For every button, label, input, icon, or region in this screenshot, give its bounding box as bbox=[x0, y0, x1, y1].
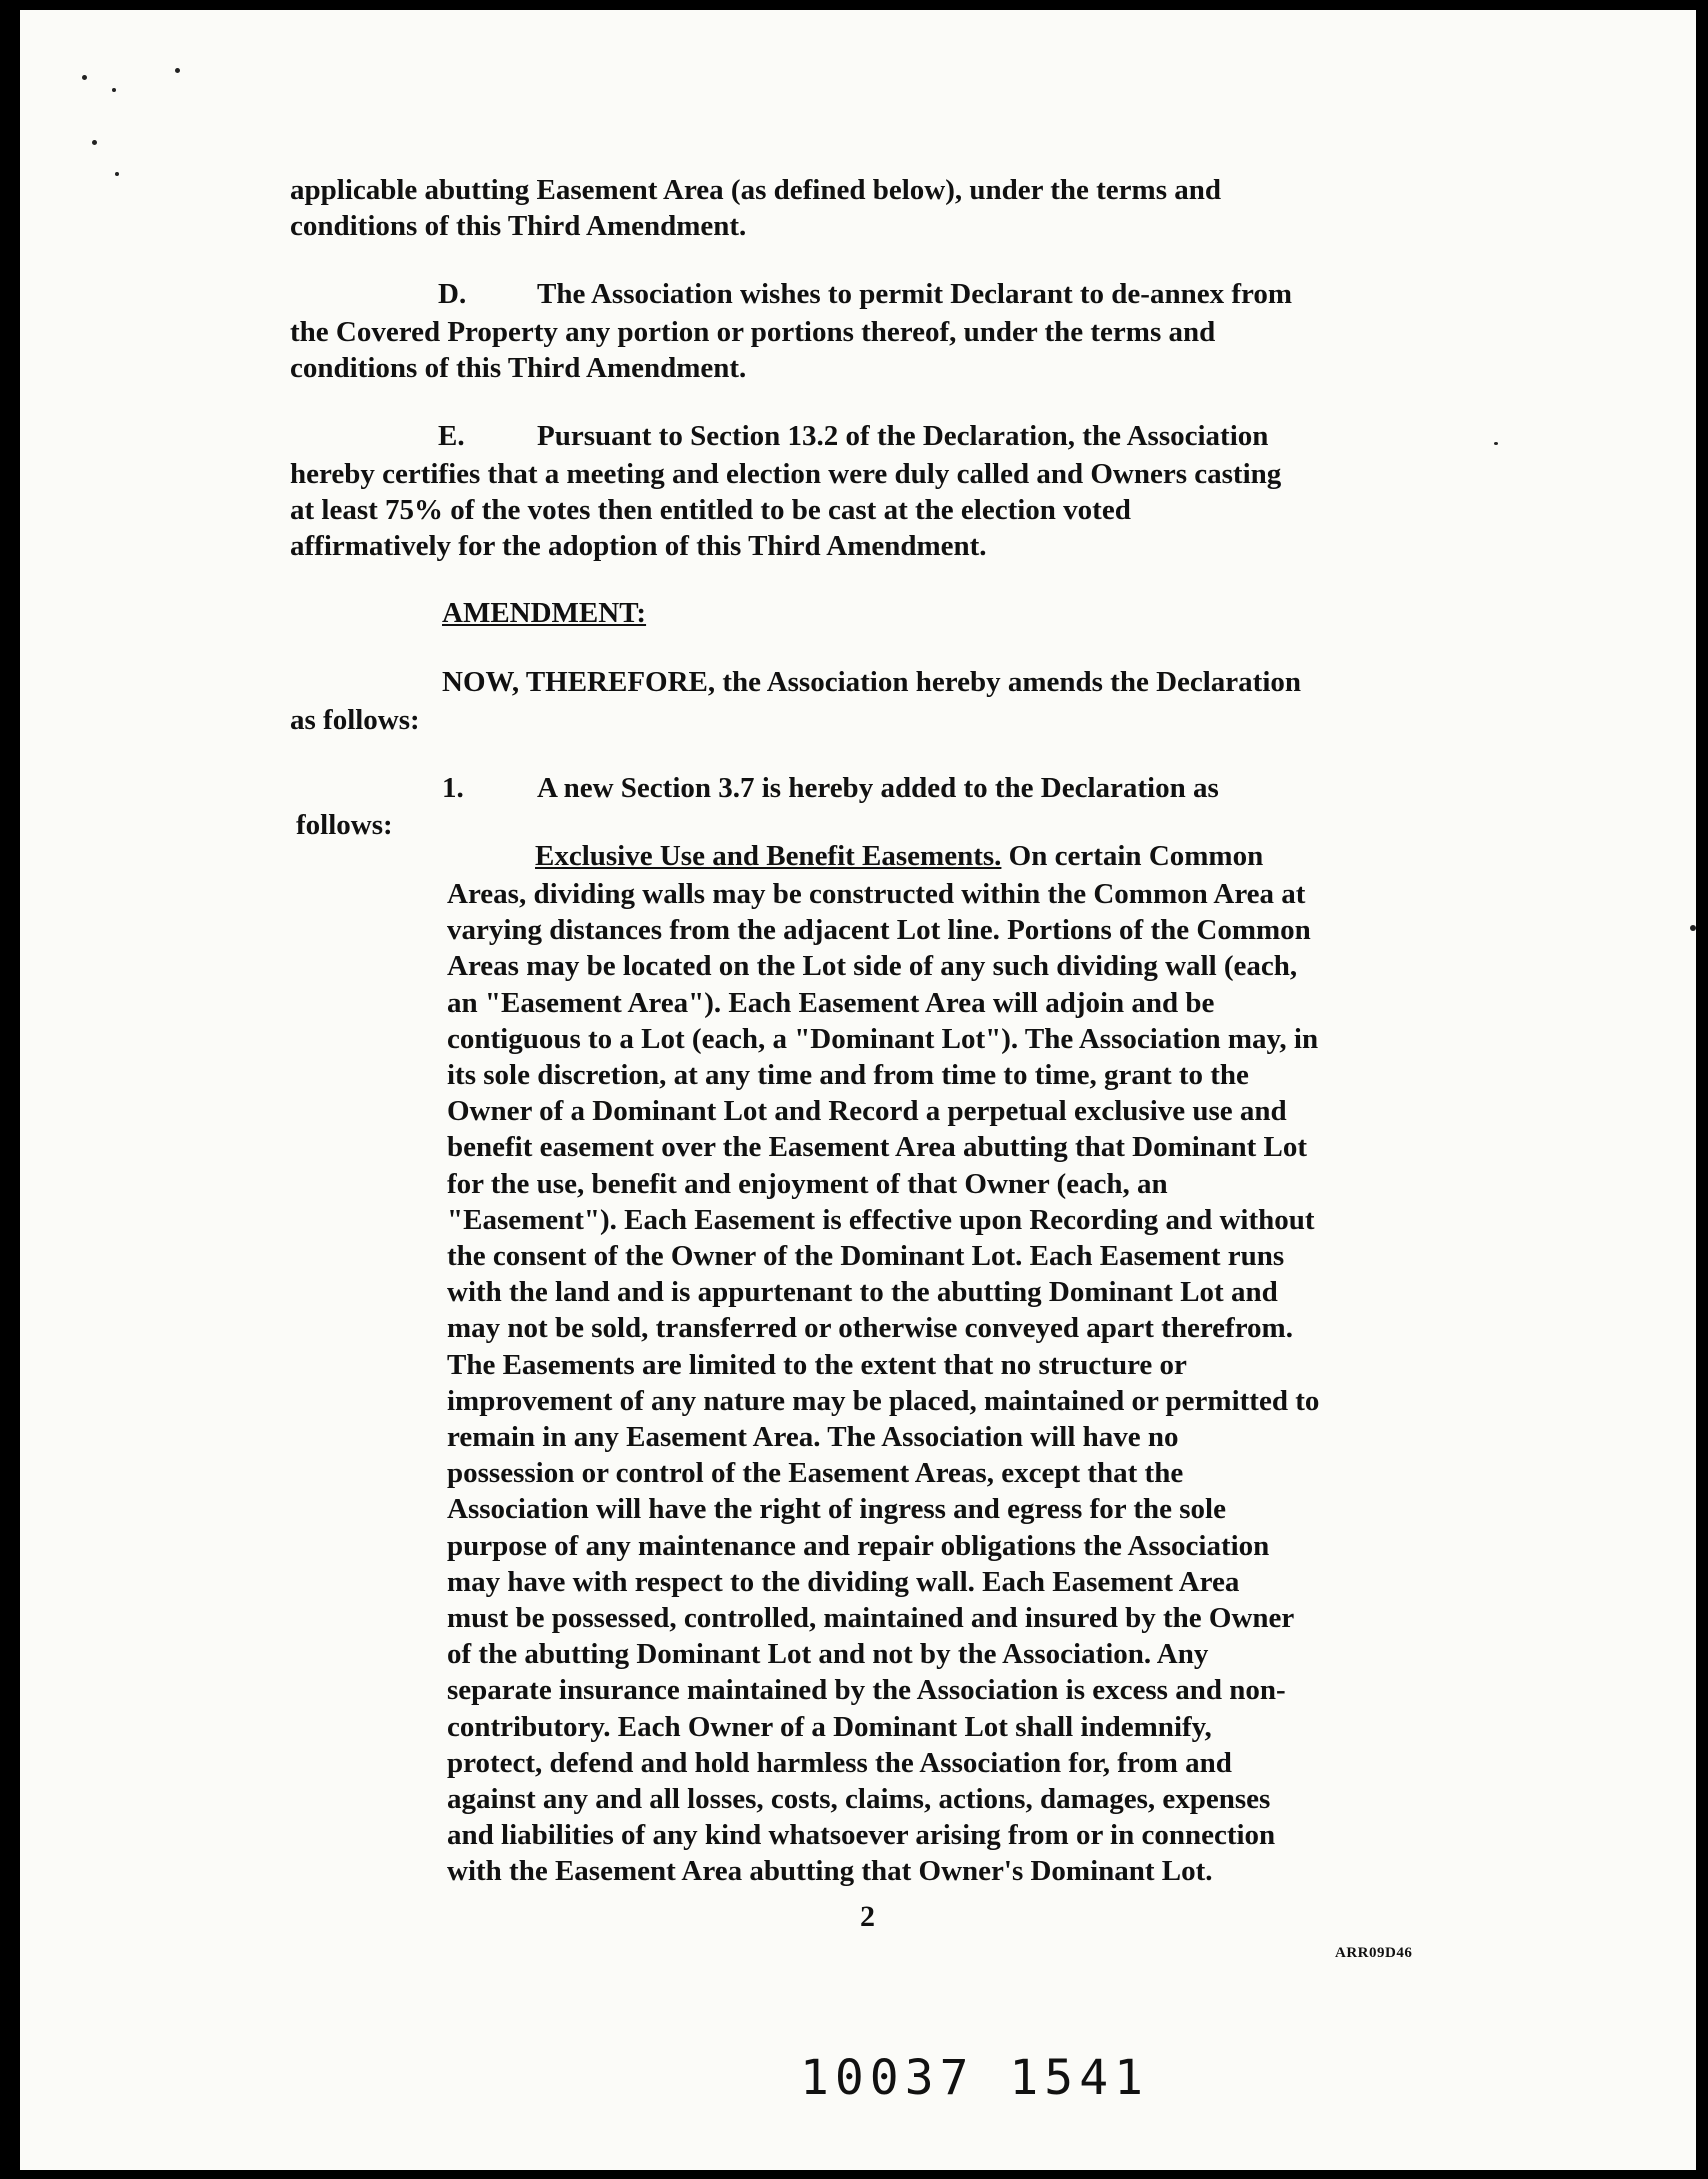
page-number: 2 bbox=[860, 1900, 875, 1933]
now-therefore-first-line: NOW, THEREFORE, the Association hereby amends the Declaration bbox=[442, 666, 1302, 698]
recital-d-first-line: The Association wishes to permit Declarant to de-annex from bbox=[537, 278, 1293, 310]
recording-stamp: 10037 1541 bbox=[800, 2050, 1149, 2106]
document-page bbox=[20, 10, 1696, 2170]
recital-d-label: D. bbox=[438, 278, 467, 310]
scan-speck bbox=[92, 140, 97, 145]
recital-e-first-line: Pursuant to Section 13.2 of the Declaration, the Association bbox=[537, 420, 1269, 452]
scan-speck bbox=[175, 68, 180, 73]
item-1-rest: follows: bbox=[296, 809, 393, 841]
scan-speck bbox=[115, 172, 119, 176]
now-therefore-rest: as follows: bbox=[290, 704, 420, 736]
item-1-first-line: A new Section 3.7 is hereby added to the Declaration as bbox=[537, 772, 1219, 804]
intro-paragraph: applicable abutting Easement Area (as defined below), under the terms and conditions of this Third Amendment. bbox=[290, 174, 1221, 243]
recital-d-body: the Covered Property any portion or portions thereof, under the terms and conditions of this Third Amendment. bbox=[290, 316, 1216, 385]
section-3-7-first-line-rest: On certain Common bbox=[1001, 840, 1264, 872]
scan-speck bbox=[112, 88, 116, 92]
scan-speck bbox=[1690, 925, 1696, 931]
section-3-7-title: Exclusive Use and Benefit Easements. bbox=[535, 840, 1002, 872]
document-code: ARR09D46 bbox=[1335, 1945, 1413, 1961]
recital-e-body: hereby certifies that a meeting and election were duly called and Owners casting at least 75% of the votes then entitled to be cast at the election voted affirmatively for the adoption of this Third Amendment. bbox=[290, 458, 1282, 563]
amendment-heading: AMENDMENT: bbox=[442, 597, 647, 629]
scan-speck bbox=[82, 75, 87, 80]
section-3-7-body: Areas, dividing walls may be constructed within the Common Area at varying distances from the adjacent Lot line. Portions of the Common Areas may be located on the Lot side of any such dividing wall (each, an "Easement Area"). Each Easement Area will adjoin and be contiguous to a Lot (each, a "Dominant Lot"). The Association may, in its sole discretion, at any time and from time to time, grant to the Owner of a Dominant Lot and Record a perpetual exclusive use and benefit easement over the Easement Area abutting that Dominant Lot for the use, benefit and enjoyment of that Owner (each, an "Easement"). Each Easement is effective upon Recording and without the consent of the Owner of the Dominant Lot. Each Easement runs with the land and is appurtenant to the abutting Dominant Lot and may not be sold, transferred or otherwise conveyed apart therefrom. The Easements are limited to the extent that no structure or improvement of any nature may be placed, maintained or permitted to remain in any Easement Area. The Association will have no possession or control of the Easement Areas, except that the Association will have the right of ingress and egress for the sole purpose of any maintenance and repair obligations the Association may have with respect to the dividing wall. Each Easement Area must be possessed, controlled, maintained and insured by the Owner of the abutting Dominant Lot and not by the Association. Any separate insurance maintained by the Association is excess and non- contributory. Each Owner of a Dominant Lot shall indemnify, protect, defend and hold harmless the Association for, from and against any and all losses, costs, claims, actions, damages, expenses and liabilities of any kind whatsoever arising from or in connection with the Easement Area abutting that Owner's Dominant Lot. bbox=[447, 878, 1320, 1888]
item-1-label: 1. bbox=[442, 772, 464, 804]
recital-e-label: E. bbox=[438, 420, 465, 452]
section-3-7-first-line bbox=[535, 840, 1263, 873]
scan-speck bbox=[1494, 442, 1498, 445]
